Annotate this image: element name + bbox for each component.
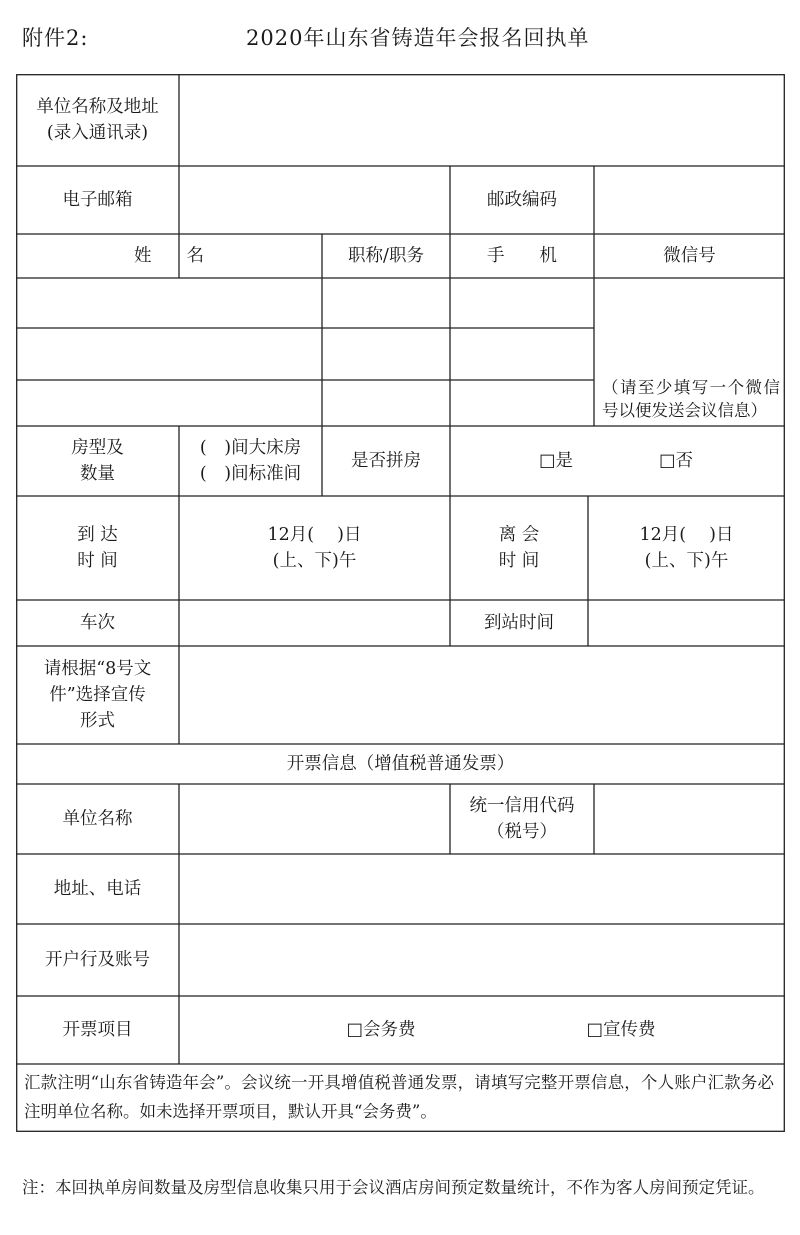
arrival-time-label: 到 达 时 间 [77,525,118,571]
postcode-label: 邮政编码 [487,190,557,210]
arrival-time-field[interactable]: 12月( )日 (上、下)午 [267,525,362,571]
room-type-label: 房型及 数量 [71,438,124,484]
postcode-field[interactable] [594,166,785,234]
share-room-yes-checkbox[interactable]: □是 [538,451,574,471]
unit-name-address-label: 单位名称及地址 (录入通讯录) [36,97,159,143]
email-label: 电子邮箱 [62,190,133,210]
attendee-phone-field-3[interactable] [450,380,594,426]
share-room-no-checkbox[interactable]: □否 [658,451,694,471]
wechat-note[interactable]: （请至少填写一个微信号以便发送会议信息） [602,378,780,420]
unit-name-address-field[interactable] [179,74,785,166]
bank-account-label: 开户行及账号 [45,950,150,970]
attendee-name-field-2[interactable] [16,328,322,380]
email-field[interactable] [179,166,450,234]
phone-column-header: 手 机 [487,246,557,266]
attendee-name-field-3[interactable] [16,380,322,426]
train-number-field[interactable] [179,600,450,646]
page-title: 2020年山东省铸造年会报名回执单 [246,26,590,50]
attendee-title-field-2[interactable] [322,328,450,380]
attendee-title-field-1[interactable] [322,278,450,328]
departure-time-field[interactable]: 12月( )日 (上、下)午 [639,525,734,571]
departure-time-label: 离 会 时 间 [498,525,540,571]
station-arrival-time-field[interactable] [588,600,785,646]
attendee-phone-field-1[interactable] [450,278,594,328]
registration-form [16,74,785,1132]
name-column-header: 姓 名 [134,246,204,266]
wechat-column-header: 微信号 [663,246,716,266]
promotion-form-field[interactable] [179,646,785,744]
bank-account-field[interactable] [179,924,785,996]
title-column-header: 职称/职务 [348,246,424,266]
annex-label: 附件2: [22,26,89,50]
promotion-form-label: 请根据“8号文 件”选择宣传 形式 [43,659,152,731]
meeting-fee-checkbox[interactable]: □会务费 [346,1020,416,1040]
address-phone-label: 地址、电话 [53,879,142,899]
footer-note: 注：本回执单房间数量及房型信息收集只用于会议酒店房间预定数量统计，不作为客人房间预定凭证。 [22,1178,765,1197]
credit-code-label: 统一信用代码 （税号） [469,796,575,842]
station-arrival-time-label: 到站时间 [484,613,554,633]
remittance-note: 汇款注明“山东省铸造年会”。会议统一开具增值税普通发票，请填写完整开票信息，个人账户汇款务必注明单位名称。如未选择开票项目，默认开具“会务费”。 [24,1073,774,1121]
invoice-unit-name-field[interactable] [179,784,450,854]
invoice-unit-name-label: 单位名称 [62,809,133,829]
credit-code-field[interactable] [594,784,785,854]
promotion-fee-checkbox[interactable]: □宣传费 [586,1020,656,1040]
room-type-options[interactable]: ( )间大床房 ( )间标准间 [199,438,302,484]
train-number-label: 车次 [80,613,115,633]
attendee-phone-field-2[interactable] [450,328,594,380]
invoice-info-heading: 开票信息（增值税普通发票） [286,754,515,774]
attendee-title-field-3[interactable] [322,380,450,426]
invoice-item-label: 开票项目 [62,1020,133,1040]
attendee-name-field-1[interactable] [16,278,322,328]
share-room-label: 是否拼房 [351,451,421,471]
address-phone-field[interactable] [179,854,785,924]
